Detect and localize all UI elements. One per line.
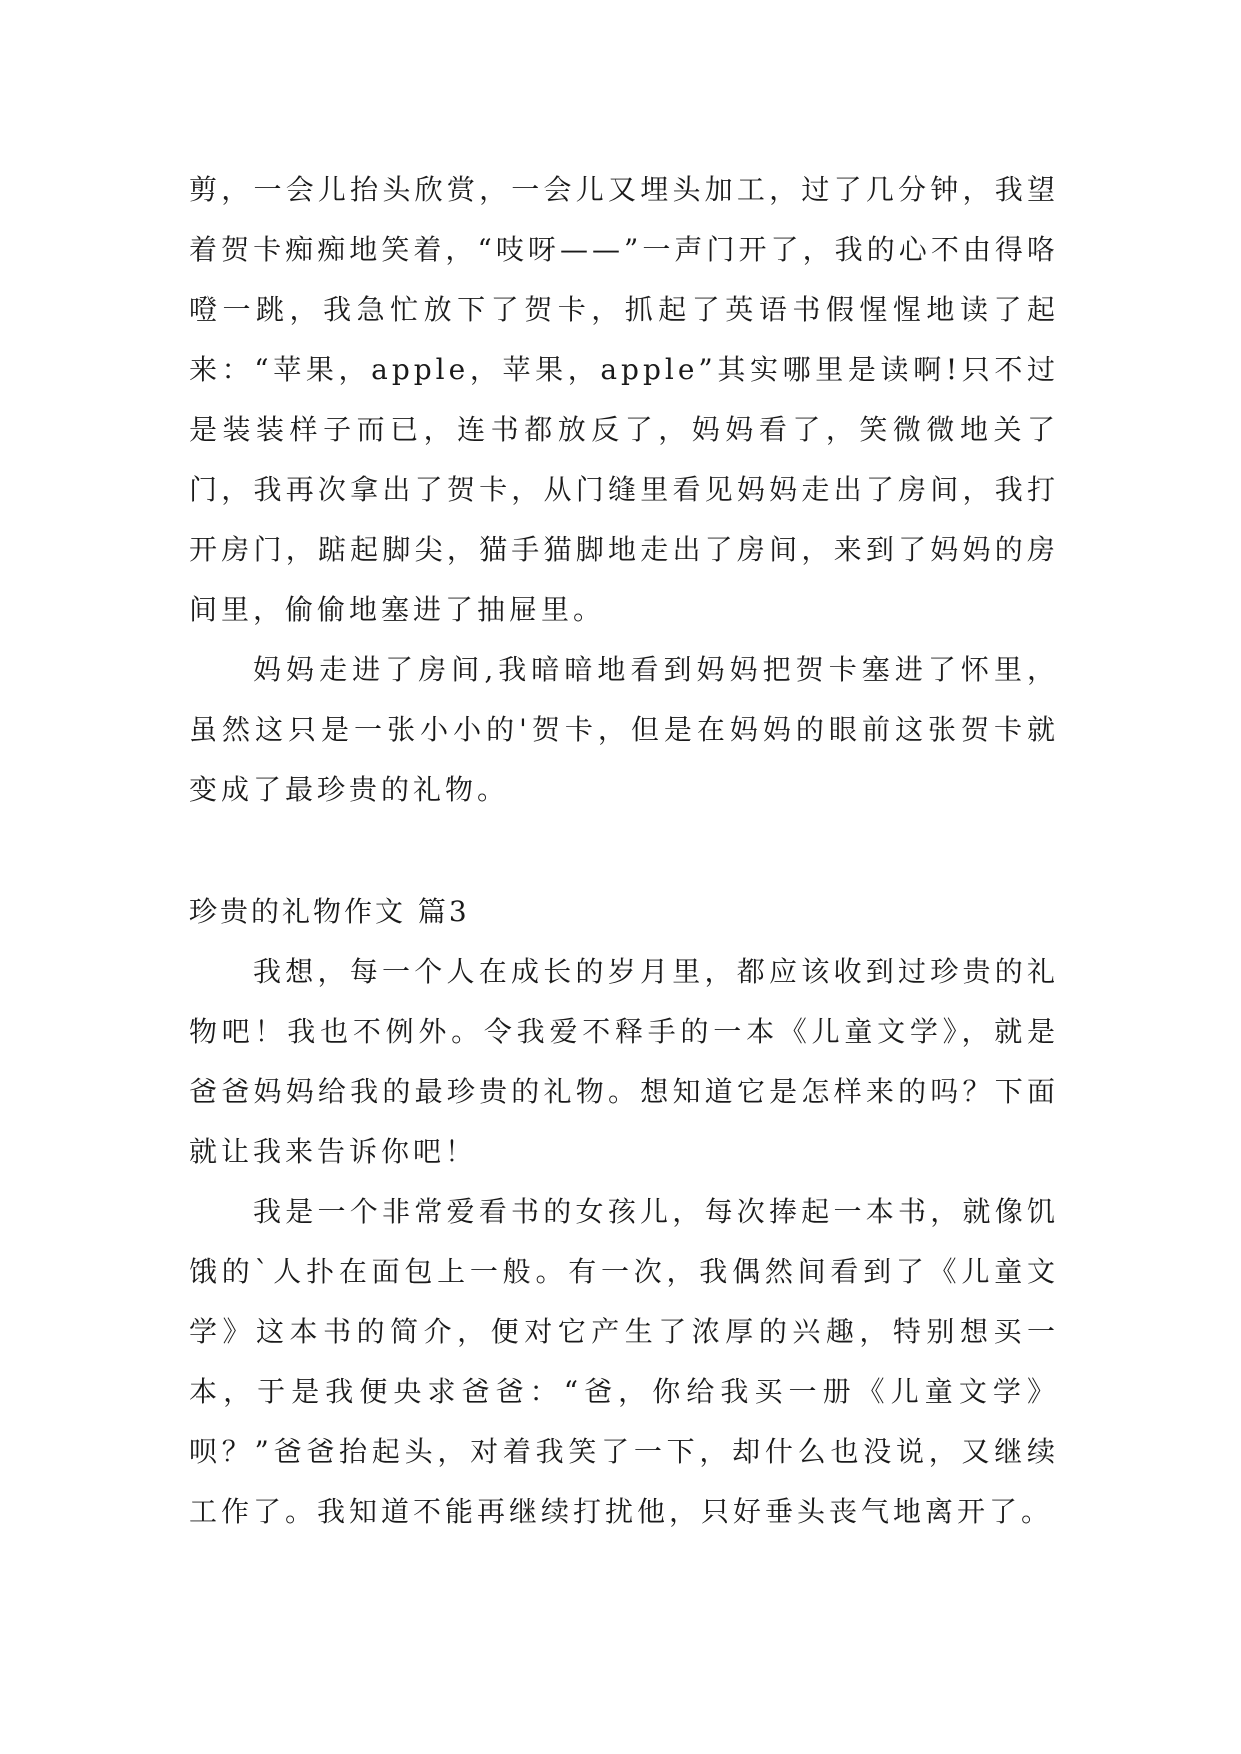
paragraph-card-hidden: 妈妈走进了房间,我暗暗地看到妈妈把贺卡塞进了怀里，虽然这只是一张小小的'贺卡，但是在妈妈的眼前这张贺卡就变成了最珍贵的礼物。 xyxy=(189,653,1059,806)
section-spacer xyxy=(189,820,1059,880)
section-heading-wrap xyxy=(189,882,1059,942)
section-heading: 珍贵的礼物作文 篇3 xyxy=(189,895,470,928)
paragraph-intro: 我想，每一个人在成长的岁月里，都应该收到过珍贵的礼物吧！我也不例外。令我爱不释手的一本《儿童文学》，就是爸爸妈妈给我的最珍贵的礼物。想知道它是怎样来的吗？下面就让我来告诉你吧！ xyxy=(189,955,1059,1168)
document-body xyxy=(189,160,1059,1542)
paragraph-continuation: 剪，一会儿抬头欣赏，一会儿又埋头加工，过了几分钟，我望着贺卡痴痴地笑着，“吱呀——”一声门开了，我的心不由得咯噔一跳，我急忙放下了贺卡，抓起了英语书假惺惺地读了起来：“苹果，apple，苹果，apple”其实哪里是读啊!只不过是装装样子而已，连书都放反了，妈妈看了，笑微微地关了门，我再次拿出了贺卡，从门缝里看见妈妈走出了房间，我打开房门，踮起脚尖，猫手猫脚地走出了房间，来到了妈妈的房间里，偷偷地塞进了抽屉里。 xyxy=(189,173,1059,626)
paragraph-story: 我是一个非常爱看书的女孩儿，每次捧起一本书，就像饥饿的`人扑在面包上一般。有一次，我偶然间看到了《儿童文学》这本书的简介，便对它产生了浓厚的兴趣，特别想买一本，于是我便央求爸爸：“爸，你给我买一册《儿童文学》呗？”爸爸抬起头，对着我笑了一下，却什么也没说，又继续工作了。我知道不能再继续打扰他，只好垂头丧气地离开了。 xyxy=(189,1195,1059,1528)
